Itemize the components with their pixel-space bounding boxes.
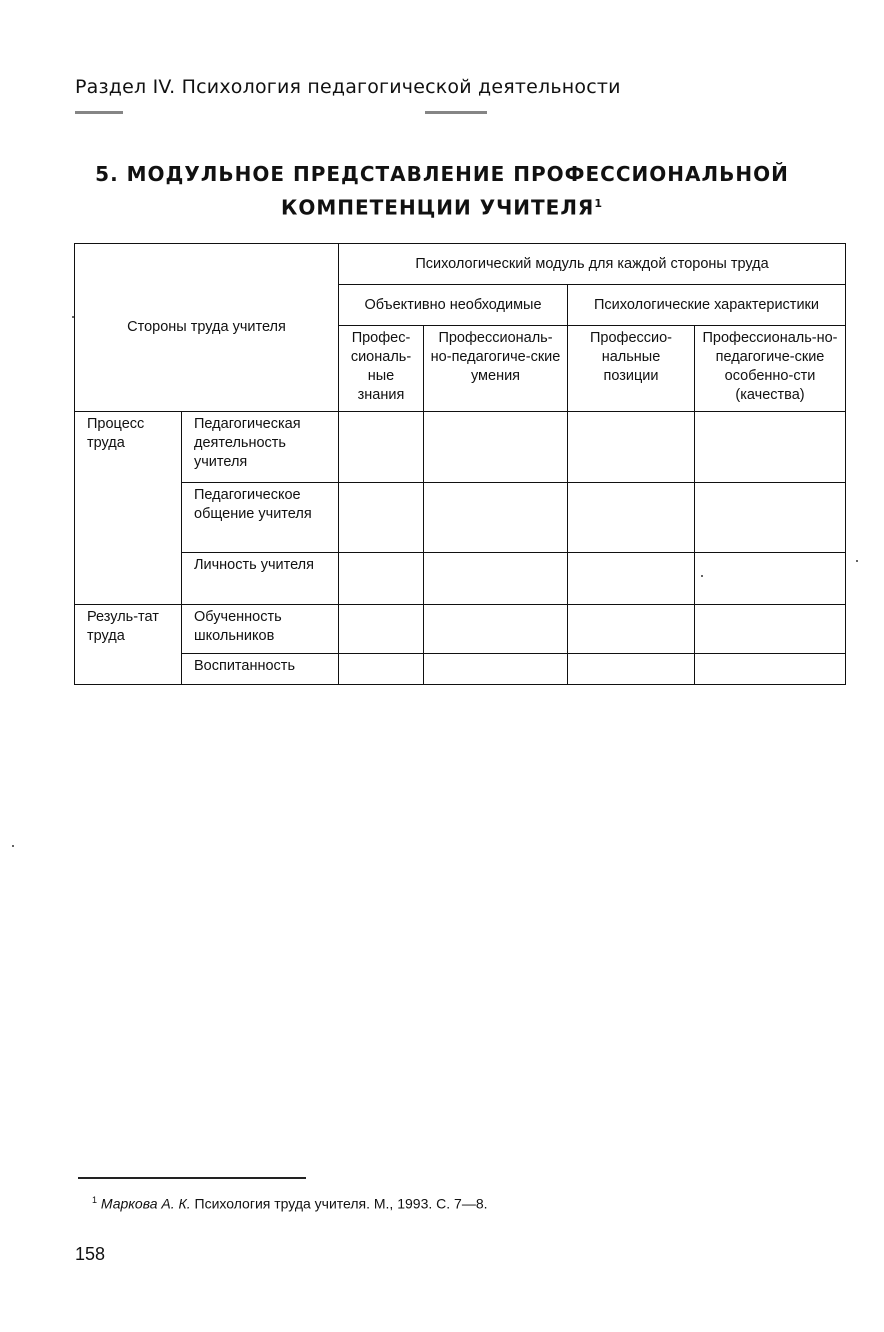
table-row xyxy=(75,553,846,605)
empty-cell xyxy=(339,412,424,483)
empty-cell xyxy=(424,605,568,654)
section-title-line2: КОМПЕТЕНЦИИ УЧИТЕЛЯ$^1$ xyxy=(281,195,603,220)
empty-cell xyxy=(339,654,424,685)
empty-cell xyxy=(339,553,424,605)
column-header: Профессиональ-но-педагогиче-ские особенно-сти (качества) xyxy=(695,326,846,412)
module-header: Психологический модуль для каждой стороны труда xyxy=(339,244,846,285)
empty-cell xyxy=(695,483,846,553)
group-header-objective: Объективно необходимые xyxy=(339,285,568,326)
row-label: Обученность школьников xyxy=(182,605,339,654)
corner-header: Стороны труда учителя xyxy=(75,244,339,412)
row-label: Личность учителя xyxy=(182,553,339,605)
scan-artifact xyxy=(75,111,123,114)
scan-speck xyxy=(701,575,703,577)
row-group-label: Процесс труда xyxy=(75,412,182,605)
row-label: Педагогическое общение учителя xyxy=(182,483,339,553)
footnote xyxy=(92,1195,488,1212)
empty-cell xyxy=(339,605,424,654)
page-number: 158 xyxy=(75,1244,106,1264)
empty-cell xyxy=(568,654,695,685)
empty-cell xyxy=(695,605,846,654)
empty-cell xyxy=(568,553,695,605)
section-title-line1: 5. МОДУЛЬНОЕ ПРЕДСТАВЛЕНИЕ ПРОФЕССИОНАЛЬНОЙ xyxy=(95,162,789,186)
scan-speck xyxy=(12,845,14,847)
empty-cell xyxy=(695,412,846,483)
empty-cell xyxy=(568,483,695,553)
section-title xyxy=(0,160,884,223)
footnote-text: Психология труда учителя. М., 1993. С. 7—8. xyxy=(190,1195,488,1212)
row-group-label: Резуль-тат труда xyxy=(75,605,182,685)
empty-cell xyxy=(568,412,695,483)
footnote-author: Маркова А. К. xyxy=(100,1195,191,1212)
table-header-row xyxy=(75,244,846,285)
empty-cell xyxy=(695,553,846,605)
empty-cell xyxy=(695,654,846,685)
empty-cell xyxy=(424,483,568,553)
running-header: Раздел IV. Психология педагогической деятельности xyxy=(75,76,621,98)
row-label: Педагогическая деятельность учителя xyxy=(182,412,339,483)
scan-speck xyxy=(856,560,858,562)
scan-artifact xyxy=(425,111,487,114)
row-label: Воспитанность xyxy=(182,654,339,685)
scan-speck xyxy=(72,316,74,318)
footnote-mark: 1 xyxy=(92,1195,98,1205)
empty-cell xyxy=(424,654,568,685)
empty-cell xyxy=(568,605,695,654)
table-row xyxy=(75,654,846,685)
table-row xyxy=(75,483,846,553)
empty-cell xyxy=(424,553,568,605)
empty-cell xyxy=(424,412,568,483)
table-row xyxy=(75,412,846,483)
group-header-psych: Психологические характеристики xyxy=(568,285,846,326)
footnote-separator xyxy=(78,1177,306,1179)
column-header: Профессиональ-но-педагогиче-ские умения xyxy=(424,326,568,412)
competence-table xyxy=(74,243,846,685)
title-footnote-mark: 1 xyxy=(594,197,603,210)
table-row xyxy=(75,605,846,654)
column-header: Профессио-нальные позиции xyxy=(568,326,695,412)
column-header: Профес-сиональ-ные знания xyxy=(339,326,424,412)
empty-cell xyxy=(339,483,424,553)
